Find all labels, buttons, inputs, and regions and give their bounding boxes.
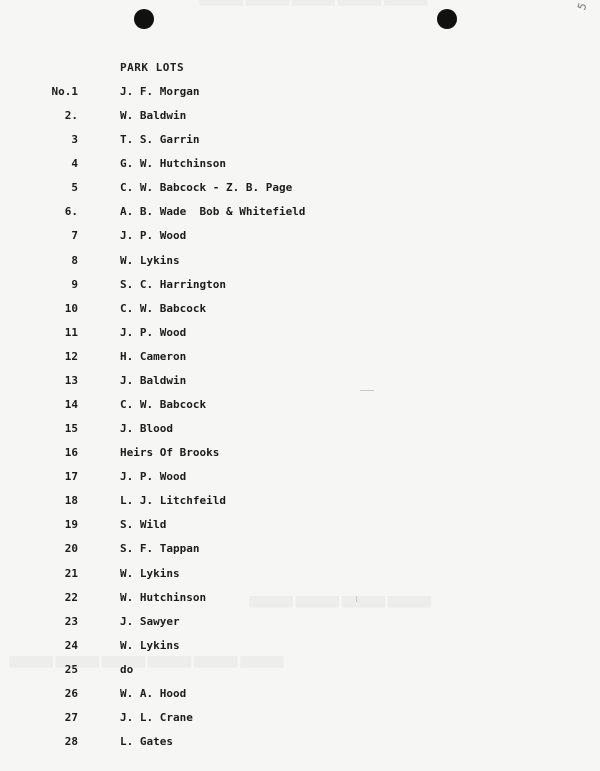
lot-owner: S. C. Harrington	[120, 277, 226, 291]
lot-row	[0, 710, 600, 734]
lot-row	[0, 84, 600, 108]
lot-row	[0, 566, 600, 590]
lot-row	[0, 469, 600, 493]
lot-row	[0, 228, 600, 252]
lot-row	[0, 156, 600, 180]
punch-hole-left	[134, 9, 154, 29]
lot-row	[0, 349, 600, 373]
lot-number: 23	[64, 614, 78, 628]
lot-row	[0, 517, 600, 541]
lot-number: No.1	[51, 85, 78, 98]
lot-row	[0, 686, 600, 710]
lot-number: 27	[64, 711, 78, 725]
lot-owner: do	[120, 662, 134, 676]
lot-number: 14	[64, 398, 78, 412]
lot-number: 12	[64, 349, 78, 363]
lot-owner: W. Hutchinson	[120, 590, 207, 604]
lot-row	[0, 614, 600, 638]
lot-owner: C. W. Babcock - Z. B. Page	[120, 181, 293, 195]
lot-row	[0, 253, 600, 277]
lot-number: 28	[64, 735, 78, 749]
lot-row	[0, 180, 600, 204]
lot-number: 13	[64, 373, 78, 387]
lot-number: 10	[64, 301, 78, 315]
lot-owner: L. Gates	[120, 735, 173, 749]
lot-owner: W. Baldwin	[120, 109, 187, 123]
lot-owner: L. J. Litchfeild	[120, 494, 226, 508]
lot-number: 7	[71, 229, 78, 243]
bleed-through-texture	[200, 0, 431, 41]
lot-row	[0, 662, 600, 686]
lot-number: 18	[64, 494, 78, 508]
lot-number: 22	[64, 590, 78, 604]
lot-owner: W. A. Hood	[120, 686, 187, 700]
lot-owner: G. W. Hutchinson	[120, 157, 226, 171]
lot-number: 26	[64, 686, 78, 700]
lot-owner: S. Wild	[120, 518, 167, 532]
lot-row	[0, 638, 600, 662]
lot-row	[0, 132, 600, 156]
lot-row	[0, 590, 600, 614]
lot-owner: W. Lykins	[120, 253, 180, 267]
lot-row	[0, 108, 600, 132]
lot-owner: J. Baldwin	[120, 373, 187, 387]
lot-number: 17	[64, 470, 78, 484]
lot-number: 21	[64, 566, 78, 580]
lot-number: 20	[64, 542, 78, 556]
lot-number: 3	[71, 133, 78, 147]
lot-number: 2.	[64, 109, 78, 123]
lot-row	[0, 445, 600, 469]
lot-row	[0, 204, 600, 228]
lot-row	[0, 493, 600, 517]
lot-row	[0, 277, 600, 301]
lot-row	[0, 301, 600, 325]
lot-owner: J. Sawyer	[120, 614, 180, 628]
lot-row	[0, 397, 600, 421]
page-heading: PARK LOTS	[120, 61, 185, 74]
lot-number: 6.	[64, 205, 78, 219]
punch-hole-right	[437, 9, 457, 29]
lot-owner: J. L. Crane	[120, 711, 193, 725]
lot-owner: Heirs Of Brooks	[120, 446, 220, 460]
lot-number: 5	[71, 181, 78, 195]
lot-number: 25	[64, 662, 78, 676]
lot-owner: J. P. Wood	[120, 325, 187, 339]
lot-owner: J. F. Morgan	[120, 85, 200, 98]
lot-number: 16	[64, 446, 78, 460]
lot-owner: W. Lykins	[120, 638, 180, 652]
lot-number: 15	[64, 422, 78, 436]
lot-owner: J. Blood	[120, 422, 173, 436]
lot-number: 4	[71, 157, 78, 171]
lot-row	[0, 541, 600, 565]
lot-row	[0, 373, 600, 397]
lot-number: 11	[64, 325, 78, 339]
lot-owner: J. P. Wood	[120, 229, 187, 243]
lot-row	[0, 325, 600, 349]
lot-number: 9	[71, 277, 78, 291]
lot-number: 19	[64, 518, 78, 532]
lot-row	[0, 421, 600, 445]
lot-owner: H. Cameron	[120, 349, 187, 363]
lot-row	[0, 734, 600, 758]
lot-owner: W. Lykins	[120, 566, 180, 580]
corner-mark: 5	[575, 1, 590, 12]
lot-owner: A. B. Wade Bob & Whitefield	[120, 205, 306, 219]
lot-owner: C. W. Babcock	[120, 301, 207, 315]
lot-owner: J. P. Wood	[120, 470, 187, 484]
lot-owner: T. S. Garrin	[120, 133, 200, 147]
lot-owner: S. F. Tappan	[120, 542, 200, 556]
lot-number: 8	[71, 253, 78, 267]
park-lots-list	[0, 84, 600, 758]
lot-owner: C. W. Babcock	[120, 398, 207, 412]
lot-number: 24	[64, 638, 78, 652]
